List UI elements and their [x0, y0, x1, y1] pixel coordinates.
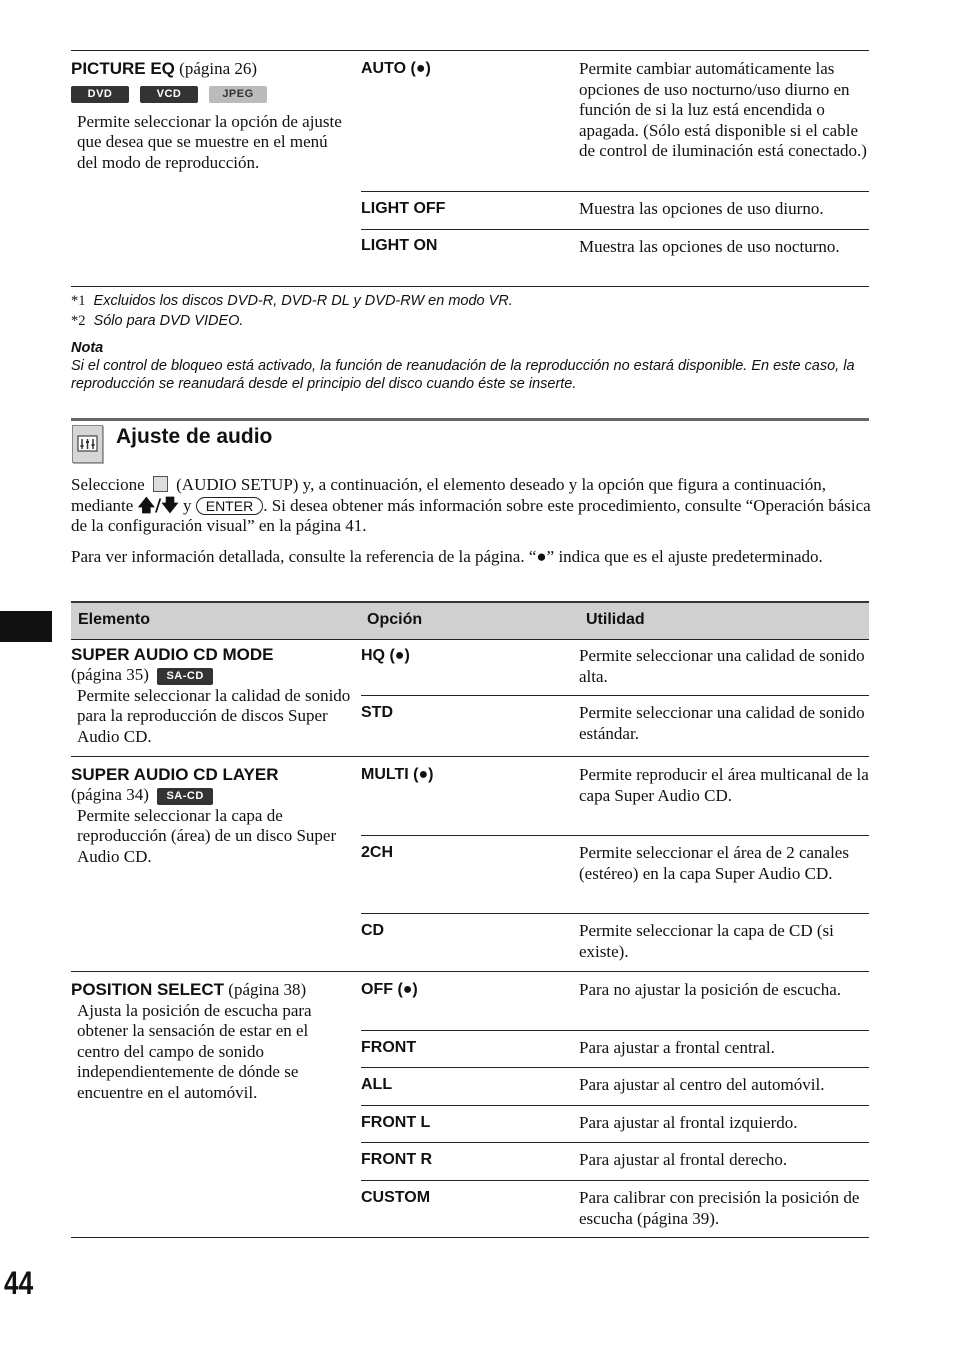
option-label: STD — [361, 704, 393, 721]
option-use: Permite seleccionar una calidad de sonido estándar. — [579, 703, 865, 743]
audio-table — [71, 638, 869, 1238]
page-number: 44 — [4, 1265, 34, 1301]
option-row — [361, 695, 869, 757]
note-title: Nota — [71, 340, 104, 356]
jpeg-badge: JPEG — [209, 86, 267, 103]
picture-eq-item — [71, 59, 351, 173]
option-label: 2CH — [361, 844, 394, 861]
option-label: MULTI (●) — [361, 766, 434, 783]
option-label: HQ (●) — [361, 647, 410, 664]
option-use: Para ajustar al centro del automóvil. — [579, 1075, 825, 1094]
item-title: SUPER AUDIO CD LAYER — [71, 765, 279, 784]
option-auto: AUTO (●) — [361, 60, 431, 77]
section-title: Ajuste de audio — [116, 425, 273, 448]
table-row — [71, 757, 869, 972]
picture-eq-title: PICTURE EQ — [71, 59, 175, 78]
option-use: Para ajustar al frontal derecho. — [579, 1150, 788, 1169]
option-use: Para no ajustar la posición de escucha. — [579, 980, 841, 999]
item-page-ref: (página 34) — [71, 785, 149, 804]
section-divider — [71, 418, 869, 421]
option-use: Para ajustar a frontal central. — [579, 1038, 775, 1057]
item-description: Permite seleccionar la calidad de sonido para la reproducción de discos Super Audio CD. — [77, 685, 351, 746]
item-title: POSITION SELECT — [71, 980, 225, 999]
option-use: Permite reproducir el área multicanal de la capa Super Audio CD. — [579, 765, 869, 805]
option-auto-use: Permite cambiar automáticamente las opciones de uso nocturno/uso diurno en función de si la luz está encendida o apagada. (Sólo está disponible si el cable de control de iluminación está conectado.) — [579, 59, 867, 160]
footnote: *2 Sólo para DVD VIDEO. — [71, 313, 244, 329]
option-light-on: LIGHT ON — [361, 237, 438, 254]
option-row — [361, 1105, 869, 1143]
footnotes — [71, 292, 869, 330]
option-label: ALL — [361, 1076, 393, 1093]
option-use: Para calibrar con precisión la posición de escucha (página 39). — [579, 1188, 860, 1228]
up-down-arrows-icon: 🡅/🡇 — [137, 495, 179, 516]
option-row — [361, 191, 869, 229]
table-row — [71, 972, 869, 1238]
section-side-tab — [0, 611, 52, 642]
option-label: FRONT R — [361, 1151, 433, 1168]
legend-paragraph: Para ver información detallada, consulte la referencia de la página. “●” indica que es el ajuste predeterminado. — [71, 547, 823, 566]
option-label: FRONT — [361, 1039, 417, 1056]
sacd-badge: SA-CD — [157, 788, 213, 805]
footnote: *1 Excluidos los discos DVD-R, DVD-R DL y DVD-RW en modo VR. — [71, 293, 513, 309]
option-label: CUSTOM — [361, 1189, 431, 1206]
intro-paragraph: Seleccione (AUDIO SETUP) y, a continuación, el elemento deseado y la opción que figura a continuación, mediante 🡅/🡇 y ENTER . Si desea obtener más información sobre este procedimiento, consulte “Operación básica de la configuración visual” en la página 41. — [71, 475, 871, 535]
picture-eq-description: Permite seleccionar la opción de ajuste que desea que se muestre en el menú del modo de reproducción. — [77, 111, 342, 172]
item-page-ref: (página 35) — [71, 665, 149, 684]
enter-button-icon: ENTER — [196, 497, 263, 515]
vcd-badge: VCD — [140, 86, 198, 103]
option-row — [361, 1067, 869, 1106]
option-light-off: LIGHT OFF — [361, 200, 446, 217]
option-label: OFF (●) — [361, 981, 418, 998]
option-label: CD — [361, 922, 385, 939]
audio-table-header — [71, 601, 869, 640]
option-row — [361, 1142, 869, 1180]
item-title: SUPER AUDIO CD MODE — [71, 645, 274, 664]
option-use: Permite seleccionar una calidad de sonido alta. — [579, 646, 865, 686]
option-row — [361, 1180, 869, 1238]
table-row — [71, 638, 869, 757]
item-description: Ajusta la posición de escucha para obtener la sensación de estar en el centro del campo de sonido independientemente de dónde se encuentre en el automóvil. — [77, 1000, 312, 1102]
audio-setup-icon — [72, 425, 103, 463]
option-row — [361, 1030, 869, 1068]
option-use: Para ajustar al frontal izquierdo. — [579, 1113, 798, 1132]
audio-setup-small-icon — [153, 476, 168, 492]
header-elemento: Elemento — [78, 611, 151, 628]
option-row — [361, 913, 869, 972]
option-light-on-use: Muestra las opciones de uso nocturno. — [579, 237, 840, 256]
item-page-ref: (página 38) — [228, 980, 307, 999]
picture-eq-row — [71, 50, 869, 287]
header-opcion: Opción — [367, 611, 423, 628]
option-light-off-use: Muestra las opciones de uso diurno. — [579, 199, 824, 218]
option-row — [361, 835, 869, 914]
item-description: Permite seleccionar la capa de reproducción (área) de un disco Super Audio CD. — [77, 805, 337, 866]
option-row — [361, 229, 869, 286]
option-use: Permite seleccionar el área de 2 canales (estéreo) en la capa Super Audio CD. — [579, 843, 849, 883]
picture-eq-table — [71, 50, 869, 287]
picture-eq-page-ref: (página 26) — [179, 59, 258, 78]
option-label: FRONT L — [361, 1114, 431, 1131]
sacd-badge: SA-CD — [157, 668, 213, 685]
header-utilidad: Utilidad — [586, 611, 645, 628]
option-use: Permite seleccionar la capa de CD (si existe). — [579, 921, 834, 961]
dvd-badge: DVD — [71, 86, 129, 103]
note-block — [71, 339, 871, 393]
note-text: Si el control de bloqueo está activado, la función de reanudación de la reproducción no estará disponible. En este caso, la reproducción se reanudará desde el principio del disco cuando éste se inserte. — [71, 358, 855, 392]
